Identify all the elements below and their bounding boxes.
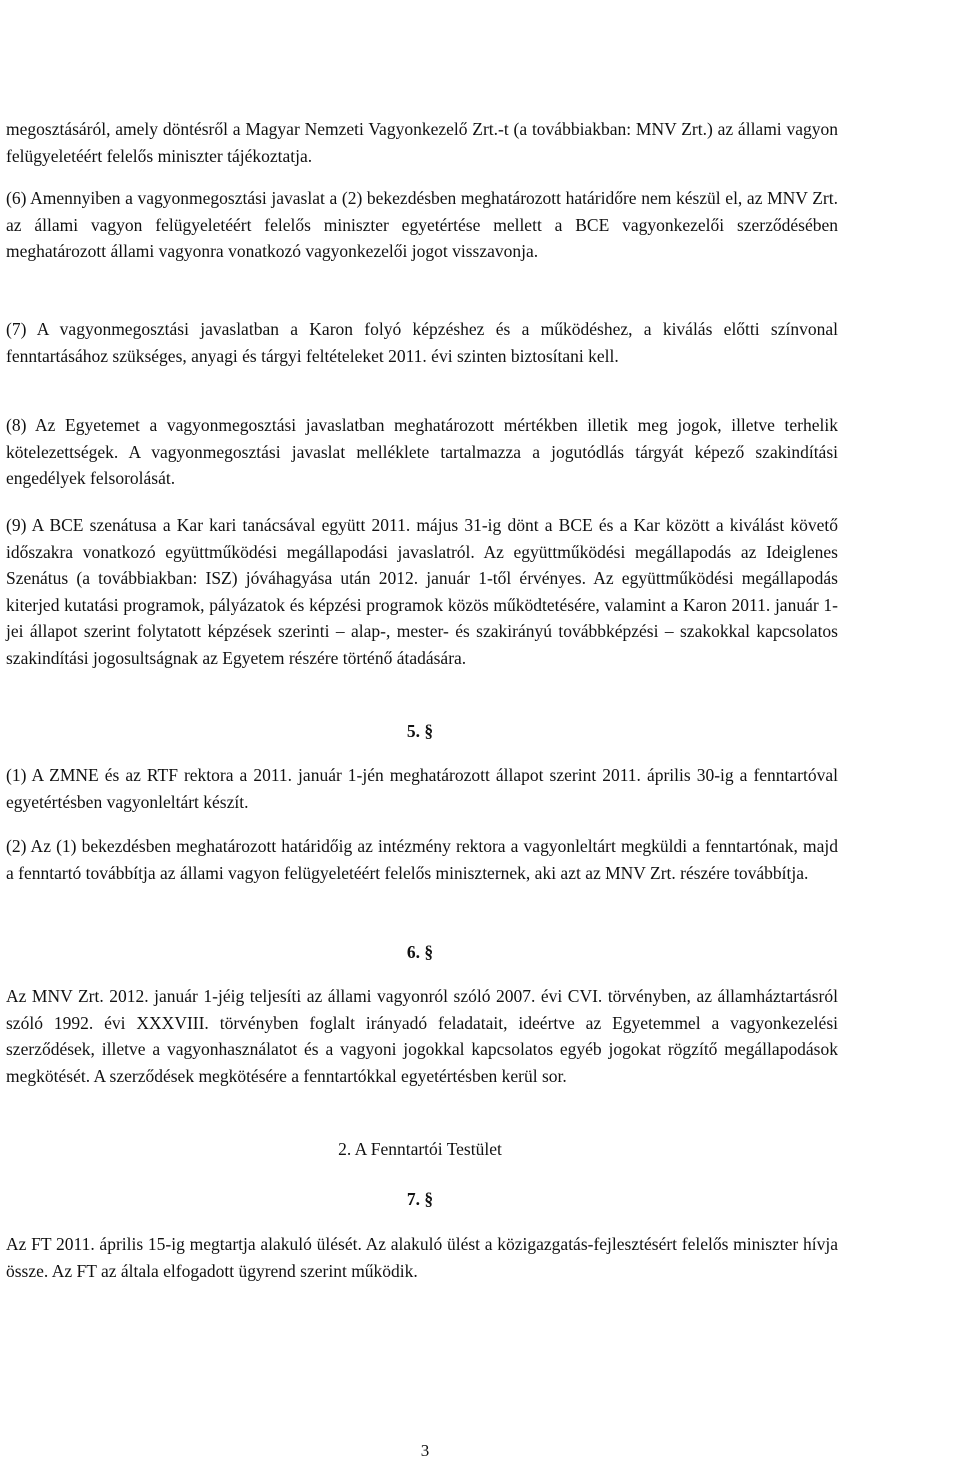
section-5-heading: 5. § (406, 721, 434, 741)
section-7-heading: 7. § (406, 1189, 434, 1209)
paragraph-9: (9) A BCE szenátusa a Kar kari tanácsával együtt 2011. május 31-ig dönt a BCE és a Kar között a kiválást követő időszakra vonatkozó együttműködési megállapodási javaslatról. Az együttműködési megállapodás az Ideiglenes Szenátus (a továbbiakban: ISZ) jóváhagyása után 2012. január 1-től érvényes. Az együttműködési megállapodás kiterjed kutatási programok, pályázatok és képzési programok közös működtetésére, valamint a Karon 2011. január 1-jei állapot szerint folytatott képzések szerinti – alap-, mester- és szakirányú továbbképzési – szakokkal kapcsolatos szakindítási jogosultságnak az Egyetem részére történő átadására. (6, 515, 838, 668)
chapter-2-heading: 2. A Fenntartói Testület (338, 1139, 502, 1159)
section-6-paragraph: Az MNV Zrt. 2012. január 1-jéig teljesíti az állami vagyonról szóló 2007. évi CVI. törvényben, az államháztartásról szóló 1992. évi XXXVIII. törvényben foglalt irányadó feladatait, ideértve az Egyetemmel a vagyonkezelési szerződések, illetve a vagyonhasználatot és a vagyoni jogokkal kapcsolatos egyéb jogokat rögzítő megállapodások megkötését. A szerződések megkötésére a fenntartókkal egyetértésben kerül sor. (6, 986, 838, 1086)
section-6-heading: 6. § (406, 942, 434, 962)
paragraph-intro: megosztásáról, amely döntésről a Magyar Nemzeti Vagyonkezelő Zrt.-t (a továbbiakban: MNV Zrt.) az állami vagyon felügyeletéért felelős miniszter tájékoztatja. (6, 119, 838, 166)
paragraph-7: (7) A vagyonmegosztási javaslatban a Karon folyó képzéshez és a működéshez, a kiválás előtti színvonal fenntartásához szükséges, anyagi és tárgyi feltételeket 2011. évi szinten biztosítani kell. (6, 319, 838, 366)
page-number: 3 (420, 1441, 430, 1460)
section-5-paragraph-1: (1) A ZMNE és az RTF rektora a 2011. január 1-jén meghatározott állapot szerint 2011. április 30-ig a fenntartóval egyetértésben vagyonleltárt készít. (6, 765, 838, 812)
paragraph-6: (6) Amennyiben a vagyonmegosztási javaslat a (2) bekezdésben meghatározott határidőre nem készül el, az MNV Zrt. az állami vagyon felügyeletéért felelős miniszter egyetértése mellett a BCE vagyonkezelői szerződésében meghatározott állami vagyonra vonatkozó vagyonkezelői jogot visszavonja. (6, 188, 838, 261)
section-5-paragraph-2: (2) Az (1) bekezdésben meghatározott határidőig az intézmény rektora a vagyonleltárt megküldi a fenntartónak, majd a fenntartó továbbítja az állami vagyon felügyeletéért felelős miniszternek, aki azt az MNV Zrt. részére továbbítja. (6, 836, 838, 883)
section-7-paragraph: Az FT 2011. április 15-ig megtartja alakuló ülését. Az alakuló ülést a közigazgatás-fejlesztésért felelős miniszter hívja össze. Az FT az általa elfogadott ügyrend szerint működik. (6, 1234, 838, 1281)
paragraph-8: (8) Az Egyetemet a vagyonmegosztási javaslatban meghatározott mértékben illetik meg jogok, illetve terhelik kötelezettségek. A vagyonmegosztási javaslat melléklete tartalmazza a jogutódlás tárgyát képező szakindítási engedélyek felsorolását. (6, 415, 838, 488)
